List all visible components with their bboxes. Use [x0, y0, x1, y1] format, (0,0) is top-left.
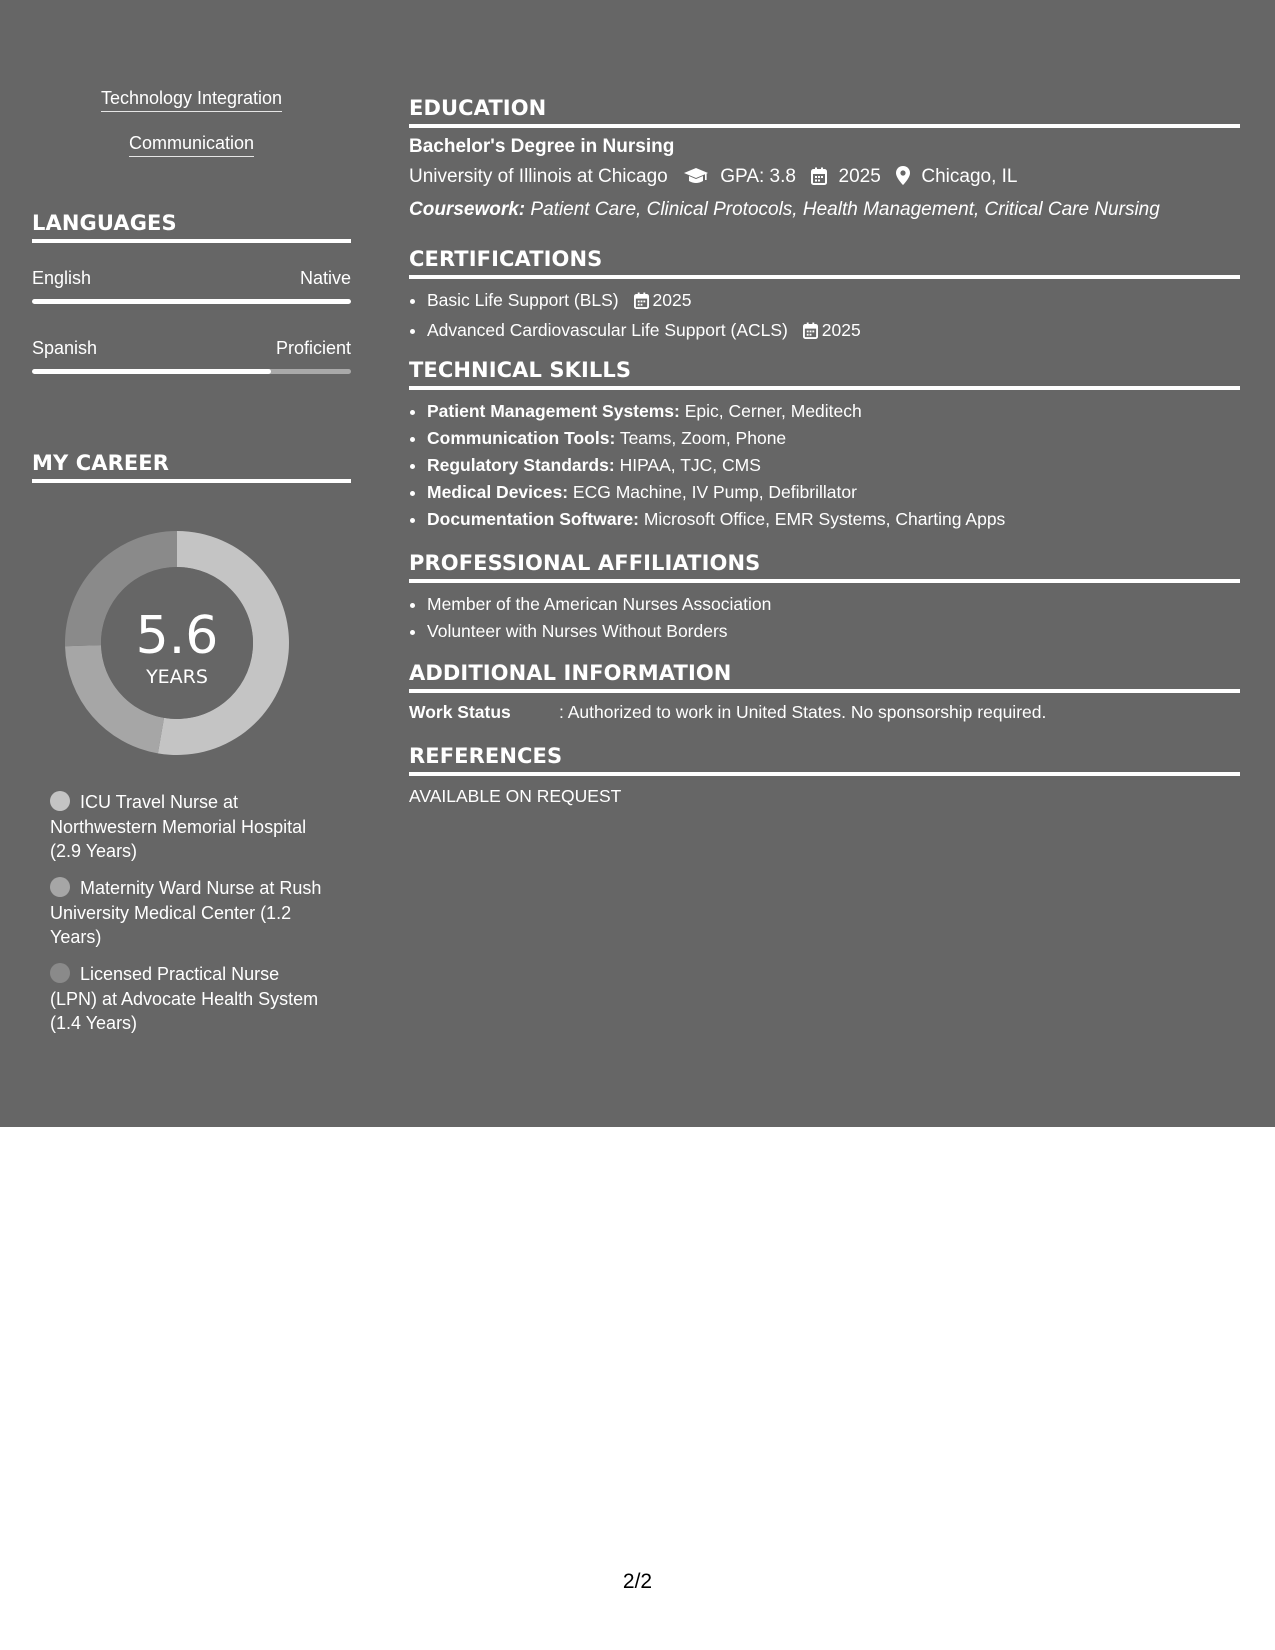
- page-number: 2/2: [622, 1570, 653, 1593]
- career-legend-item: [50, 962, 330, 1036]
- technical-skills-heading: TECHNICAL SKILLS: [409, 358, 1240, 390]
- list-item: • Medical Devices: ECG Machine, IV Pump, Defibrillator: [427, 479, 1240, 506]
- language-level: Native: [299, 268, 351, 288]
- language-level: Proficient: [275, 338, 351, 358]
- legend-dot: [50, 877, 70, 897]
- language-bar: [32, 369, 351, 374]
- language-bar-fill: [32, 369, 271, 374]
- references-text: AVAILABLE ON REQUEST: [409, 786, 622, 806]
- location-pin-icon: [896, 166, 910, 191]
- language-row: [32, 338, 351, 359]
- languages-heading: LANGUAGES: [32, 211, 351, 243]
- coursework-list: Patient Care, Clinical Protocols, Health Management, Critical Care Nursing: [530, 199, 1160, 220]
- career-legend-item: [50, 876, 330, 950]
- list-item: • Member of the American Nurses Association: [427, 591, 1240, 618]
- language-bar: [32, 299, 351, 304]
- location: Chicago, IL: [921, 166, 1018, 187]
- list-item: • Documentation Software: Microsoft Office, EMR Systems, Charting Apps: [427, 506, 1240, 533]
- career-heading: MY CAREER: [32, 451, 351, 483]
- list-item: • Communication Tools: Teams, Zoom, Phone: [427, 425, 1240, 452]
- legend-dot: [50, 963, 70, 983]
- affiliations-heading: PROFESSIONAL AFFILIATIONS: [409, 551, 1240, 583]
- career-legend-item: [50, 790, 330, 864]
- career-donut-chart: [62, 528, 292, 758]
- certifications-section: [409, 247, 1240, 347]
- language-bar-fill: [32, 299, 351, 304]
- list-item: • Volunteer with Nurses Without Borders: [427, 618, 1240, 645]
- list-item: • Basic Life Support (BLS) 2025: [427, 287, 1240, 317]
- work-status-row: [409, 702, 1240, 723]
- legend-dot: [50, 791, 70, 811]
- certifications-heading: CERTIFICATIONS: [409, 247, 1240, 279]
- technical-skills-list: [409, 398, 1240, 533]
- list-item: • Patient Management Systems: Epic, Cerner, Meditech: [427, 398, 1240, 425]
- graduation-cap-icon: [683, 167, 709, 191]
- certifications-list: [409, 287, 1240, 347]
- gpa: GPA: 3.8: [720, 166, 796, 187]
- career-unit: YEARS: [146, 666, 208, 688]
- work-status-label: Work Status: [409, 702, 511, 722]
- calendar-icon: [634, 290, 649, 317]
- language-row: [32, 268, 351, 289]
- skill-tag: Communication: [32, 133, 351, 157]
- work-status-value: : Authorized to work in United States. No sponsorship required.: [559, 702, 1047, 722]
- degree: Bachelor's Degree in Nursing: [409, 136, 675, 157]
- technical-skills-section: [409, 358, 1240, 533]
- additional-info-heading: ADDITIONAL INFORMATION: [409, 661, 1240, 693]
- list-item: • Advanced Cardiovascular Life Support (ACLS) 2025: [427, 317, 1240, 347]
- career-label: Licensed Practical Nurse (LPN) at Advocate Health System (1.4 Years): [50, 964, 319, 1033]
- language-name: Spanish: [32, 338, 98, 358]
- career-label: ICU Travel Nurse at Northwestern Memorial Hospital (2.9 Years): [50, 792, 307, 861]
- calendar-icon: [803, 320, 818, 347]
- references-heading: REFERENCES: [409, 744, 1240, 776]
- additional-info-section: [409, 661, 1240, 723]
- education-section: [409, 96, 1240, 221]
- school: University of Illinois at Chicago: [409, 166, 668, 187]
- coursework: [409, 199, 1240, 221]
- coursework-label: Coursework:: [409, 199, 526, 220]
- affiliations-section: [409, 551, 1240, 645]
- education-details: [409, 166, 1240, 191]
- affiliations-list: [409, 591, 1240, 645]
- education-heading: EDUCATION: [409, 96, 1240, 128]
- career-label: Maternity Ward Nurse at Rush University Medical Center (1.2 Years): [50, 878, 322, 947]
- references-section: [409, 744, 1240, 807]
- calendar-icon: [811, 167, 827, 191]
- graduation-year: 2025: [838, 166, 881, 187]
- career-total-years: 5.6: [135, 606, 219, 666]
- skill-tag: Technology Integration: [32, 88, 351, 112]
- language-name: English: [32, 268, 92, 288]
- list-item: • Regulatory Standards: HIPAA, TJC, CMS: [427, 452, 1240, 479]
